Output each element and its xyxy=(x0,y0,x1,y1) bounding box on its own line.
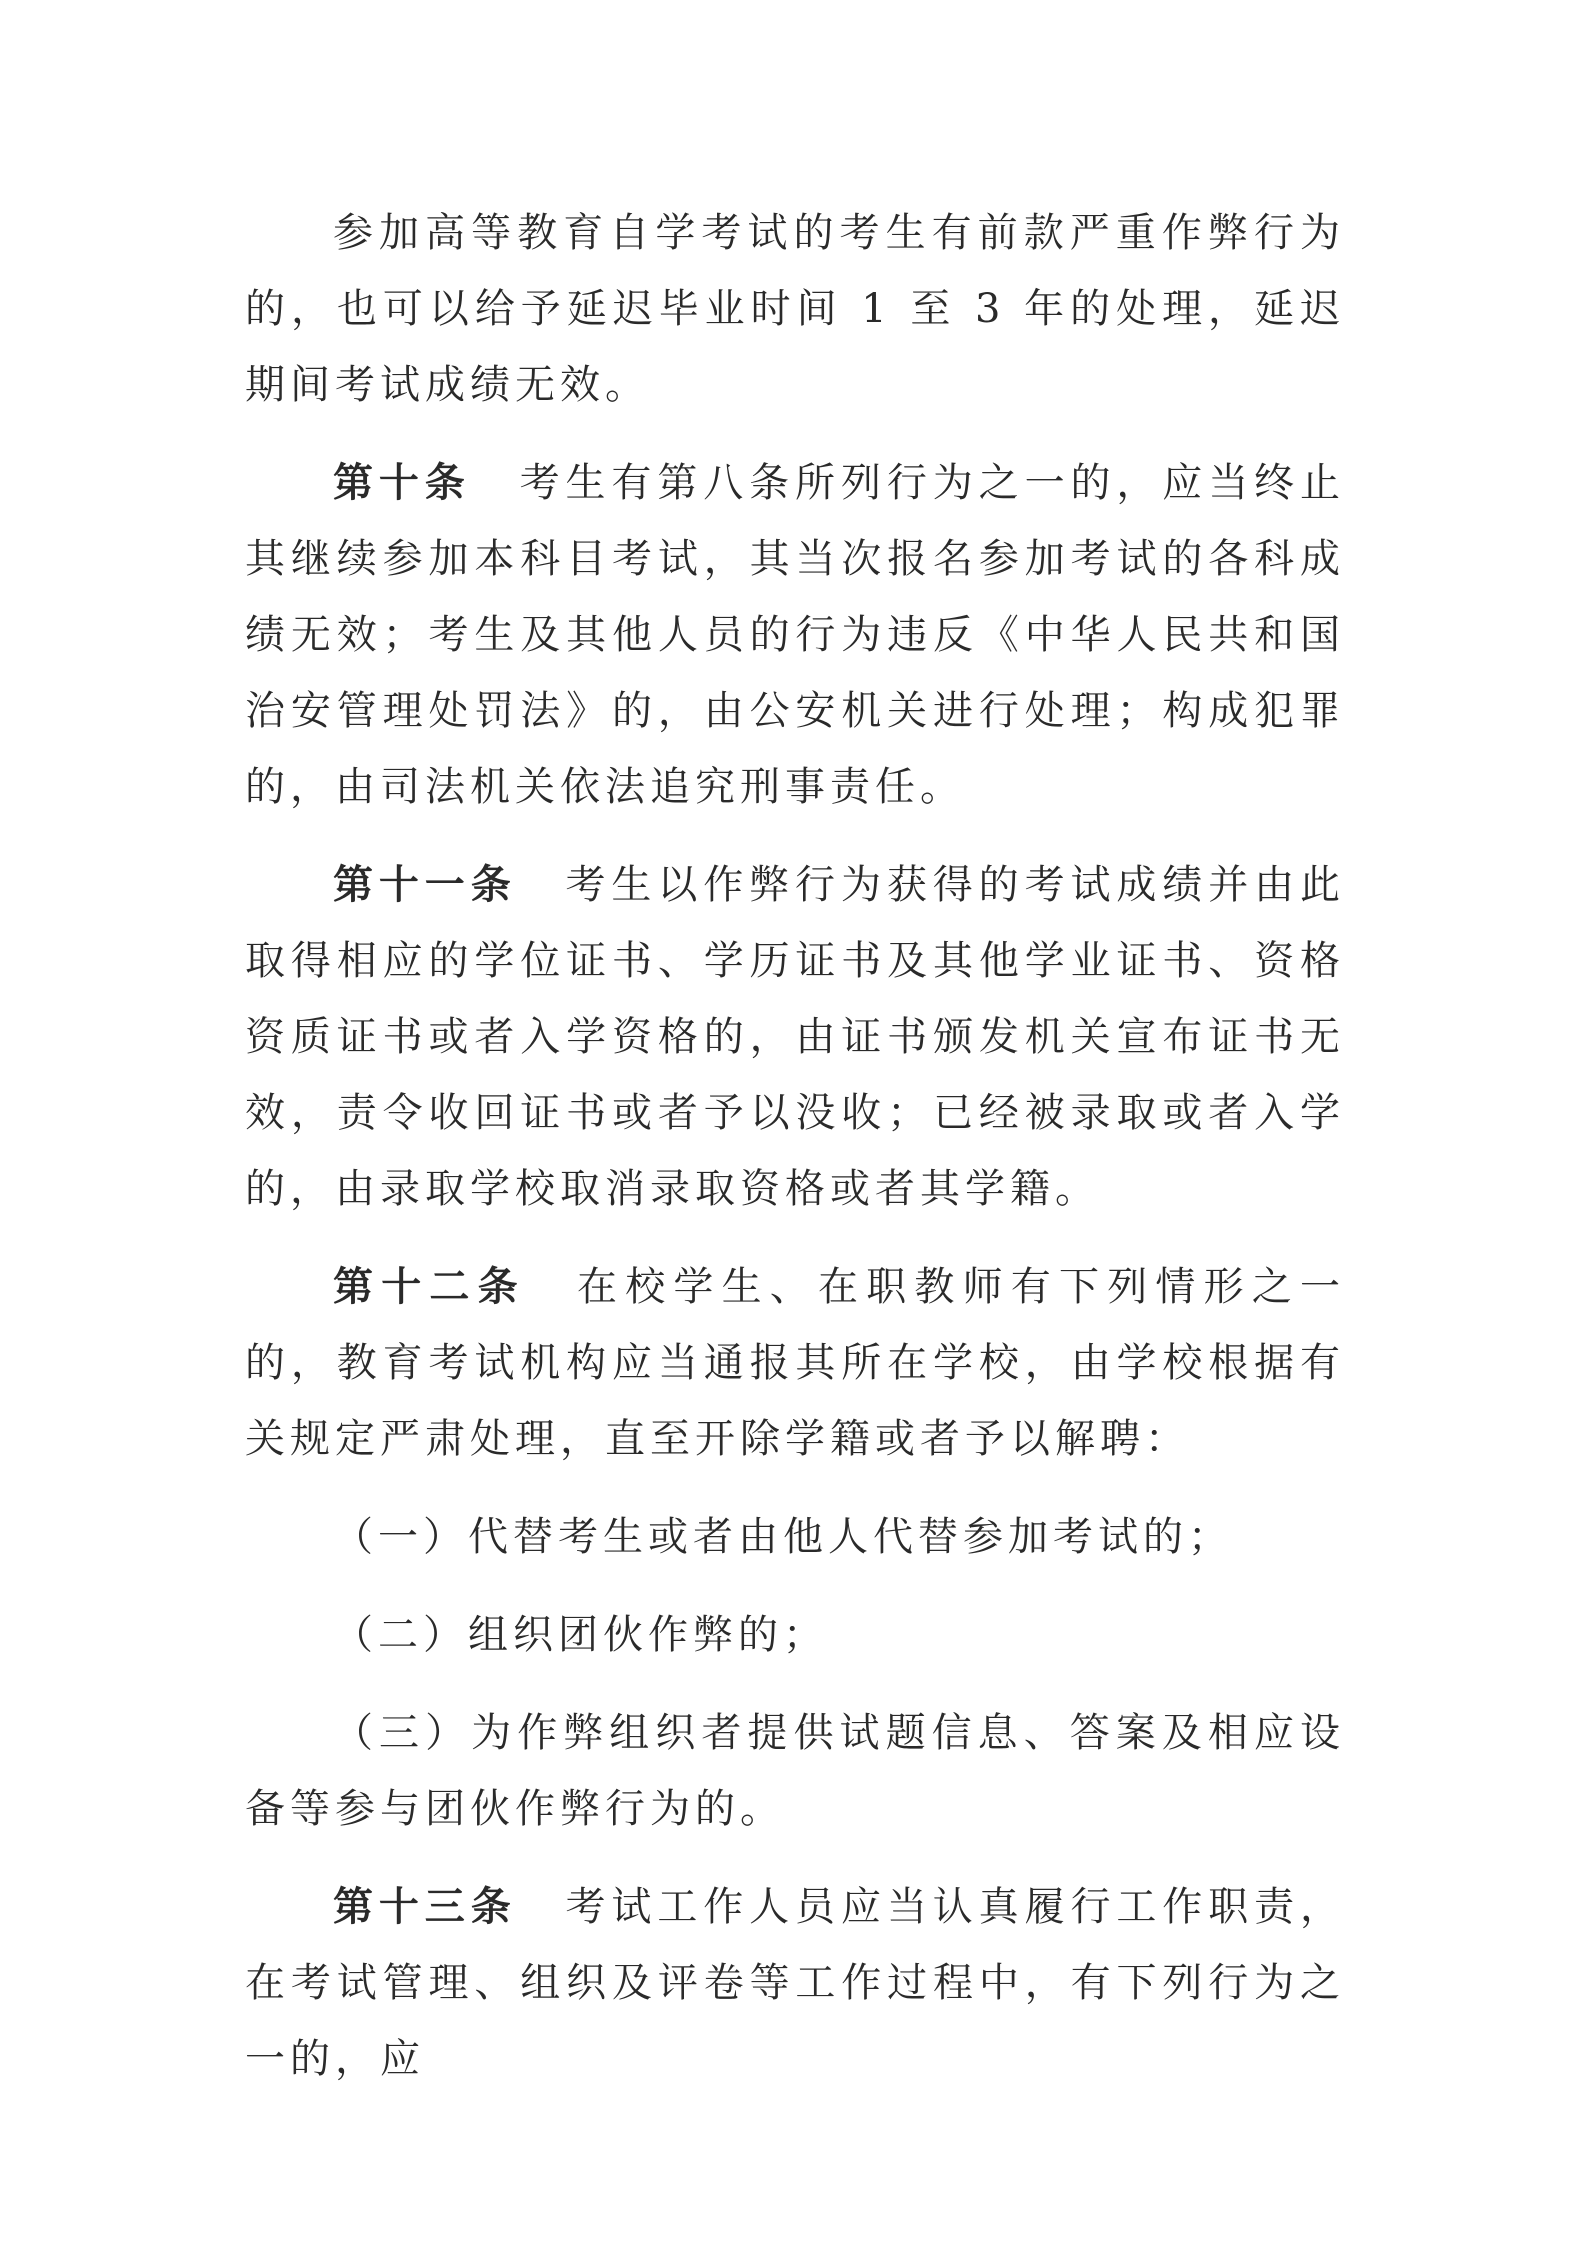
article-text: 考试工作人员应当认真履行工作职责，在考试管理、组织及评卷等工作过程中，有下列行为之一的，应 xyxy=(245,1884,1346,2082)
article-number: 第十三条 xyxy=(333,1883,517,1930)
article-number: 第十二条 xyxy=(333,1263,526,1310)
paragraph-article-10 xyxy=(245,445,1345,825)
paragraph-self-study-exam: 参加高等教育自学考试的考生有前款严重作弊行为的，也可以给予延迟毕业时间 1 至 3 年的处理，延迟期间考试成绩无效。 xyxy=(245,210,1345,408)
list-item: （一）代替考生或者由他人代替参加考试的； xyxy=(333,1514,1233,1560)
article-number: 第十条 xyxy=(333,459,471,506)
list-item: （二）组织团伙作弊的； xyxy=(333,1612,828,1658)
article-number: 第十一条 xyxy=(333,861,517,908)
article-text: 考生有第八条所列行为之一的，应当终止其继续参加本科目考试，其当次报名参加考试的各科成绩无效；考生及其他人员的行为违反《中华人民共和国治安管理处罚法》的，由公安机关进行处理；构成犯罪的，由司法机关依法追究刑事责任。 xyxy=(245,460,1346,810)
article-text: 在校学生、在职教师有下列情形之一的，教育考试机构应当通报其所在学校，由学校根据有关规定严肃处理，直至开除学籍或者予以解聘： xyxy=(245,1264,1346,1462)
document-page xyxy=(245,195,1345,2119)
list-item: （三）为作弊组织者提供试题信息、答案及相应设备等参与团伙作弊行为的。 xyxy=(245,1710,1345,1832)
paragraph-article-11 xyxy=(245,847,1345,1227)
article-text: 考生以作弊行为获得的考试成绩并由此取得相应的学位证书、学历证书及其他学业证书、资格资质证书或者入学资格的，由证书颁发机关宣布证书无效，责令收回证书或者予以没收；已经被录取或者入学的，由录取学校取消录取资格或者其学籍。 xyxy=(245,862,1346,1212)
paragraph-article-13 xyxy=(245,1869,1345,2097)
paragraph-article-12 xyxy=(245,1249,1345,1477)
